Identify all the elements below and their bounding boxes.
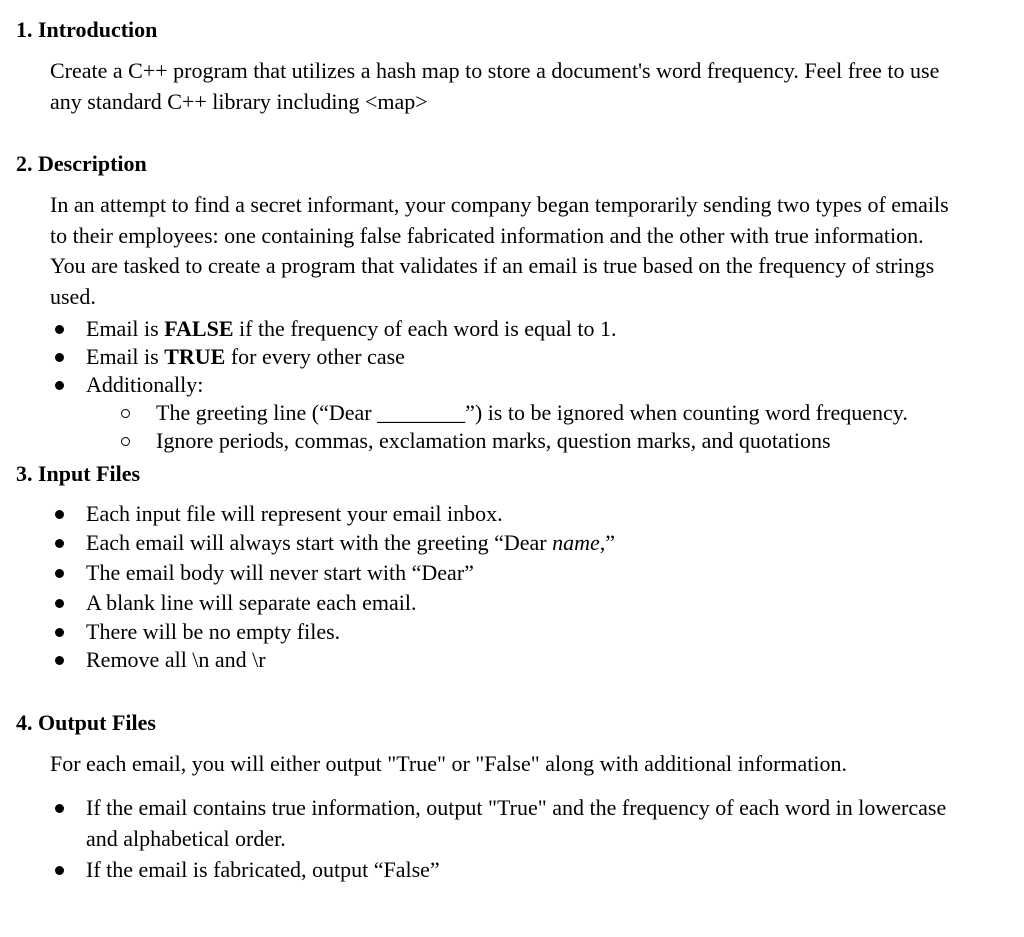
bullet-text-italic: name	[552, 530, 600, 555]
description-bullet-false	[86, 314, 976, 345]
input-bullet-remove-newlines: Remove all \n and \r	[86, 645, 976, 676]
bullet-text-bold: FALSE	[164, 316, 234, 341]
description-bullet-additionally: Additionally:	[86, 370, 976, 401]
section-heading-input-files: 3. Input Files	[16, 461, 141, 486]
bullet-text-bold: TRUE	[164, 344, 226, 369]
section-heading-description: 2. Description	[16, 151, 147, 176]
bullet-text-post: ,”	[599, 530, 616, 555]
bullet-text-post: if the frequency of each word is equal to 1.	[233, 316, 617, 341]
output-paragraph: For each email, you will either output "True" or "False" along with additional information.	[50, 751, 848, 776]
bullet-text-pre: Each email will always start with the greeting “Dear	[86, 530, 553, 555]
output-bullet-true: If the email contains true information, output "True" and the frequency of each word in lowercase and alphabetical order.	[86, 793, 976, 854]
introduction-paragraph: Create a C++ program that utilizes a hash map to store a document's word frequency. Feel free to use any standard C++ library including <map>	[50, 58, 940, 114]
input-bullet-blank-line: A blank line will separate each email.	[86, 588, 976, 619]
input-bullet-greeting	[86, 528, 976, 559]
output-bullet-false: If the email is fabricated, output “False”	[86, 855, 976, 886]
description-sub-bullet-greeting: The greeting line (“Dear ________”) is to be ignored when counting word frequency.	[156, 399, 1016, 427]
bullet-text-pre: Email is	[86, 344, 165, 369]
input-bullet-body: The email body will never start with “Dear”	[86, 558, 976, 589]
description-sub-bullet-punctuation: Ignore periods, commas, exclamation marks, question marks, and quotations	[156, 427, 1016, 455]
bullet-text-post: for every other case	[225, 344, 405, 369]
section-heading-output-files: 4. Output Files	[16, 710, 156, 735]
section-heading-introduction: 1. Introduction	[16, 17, 158, 42]
input-bullet-inbox: Each input file will represent your email inbox.	[86, 499, 976, 530]
input-bullet-no-empty: There will be no empty files.	[86, 617, 976, 648]
description-paragraph: In an attempt to find a secret informant, your company began temporarily sending two types of emails to their employees: one containing false fabricated information and the other with true information. You are tasked to create a program that validates if an email is true based on the frequency of strings used.	[50, 192, 949, 309]
bullet-text-pre: Email is	[86, 316, 165, 341]
description-bullet-true	[86, 342, 976, 373]
